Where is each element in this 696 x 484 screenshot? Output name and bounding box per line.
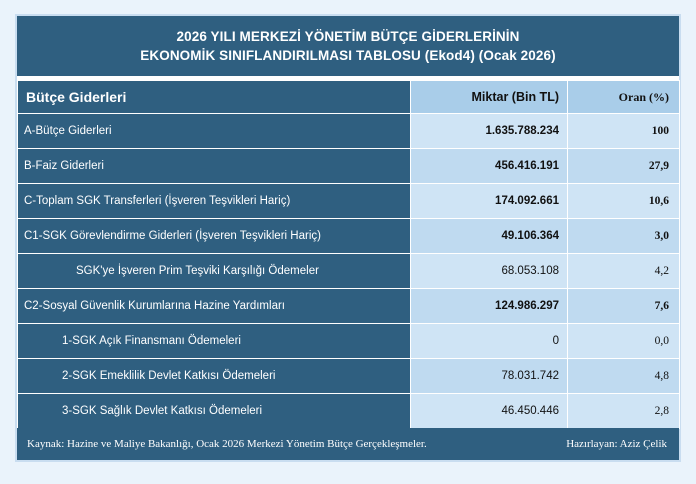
row-amount: 49.106.364: [411, 219, 568, 254]
row-amount: 68.053.108: [411, 254, 568, 289]
table-footer: [17, 428, 679, 460]
row-label: SGK'ye İşveren Prim Teşviki Karşılığı Ödemeler: [18, 254, 411, 289]
row-amount: 1.635.788.234: [411, 114, 568, 149]
row-label: B-Faiz Giderleri: [18, 149, 411, 184]
row-label: 1-SGK Açık Finansmanı Ödemeleri: [18, 324, 411, 359]
table-row: [18, 359, 680, 394]
header-amount: Miktar (Bin TL): [411, 81, 568, 114]
row-ratio: 100: [568, 114, 680, 149]
header-row: [18, 81, 680, 114]
row-ratio: 3,0: [568, 219, 680, 254]
row-ratio: 0,0: [568, 324, 680, 359]
header-ratio: Oran (%): [568, 81, 680, 114]
row-ratio: 27,9: [568, 149, 680, 184]
budget-table: [17, 80, 680, 429]
row-label: 3-SGK Sağlık Devlet Katkısı Ödemeleri: [18, 394, 411, 429]
table-title: [17, 16, 679, 76]
row-label: A-Bütçe Giderleri: [18, 114, 411, 149]
row-amount: 174.092.661: [411, 184, 568, 219]
table-row: [18, 149, 680, 184]
row-ratio: 10,6: [568, 184, 680, 219]
title-line-1: 2026 YILI MERKEZİ YÖNETİM BÜTÇE GİDERLERİNİN: [176, 29, 520, 44]
row-ratio: 4,2: [568, 254, 680, 289]
header-name: Bütçe Giderleri: [18, 81, 411, 114]
source-note: Kaynak: Hazine ve Maliye Bakanlığı, Ocak 2026 Merkezi Yönetim Bütçe Gerçekleşmeler.: [27, 438, 427, 450]
row-label: 2-SGK Emeklilik Devlet Katkısı Ödemeleri: [18, 359, 411, 394]
table-row: [18, 289, 680, 324]
table-row: [18, 219, 680, 254]
row-ratio: 4,8: [568, 359, 680, 394]
row-label: C-Toplam SGK Transferleri (İşveren Teşvikleri Hariç): [18, 184, 411, 219]
table-row: [18, 114, 680, 149]
row-label: C1-SGK Görevlendirme Giderleri (İşveren Teşvikleri Hariç): [18, 219, 411, 254]
title-line-2: EKONOMİK SINIFLANDIRILMASI TABLOSU (Ekod4) (Ocak 2026): [140, 48, 556, 63]
table-row: [18, 324, 680, 359]
row-amount: 46.450.446: [411, 394, 568, 429]
author-credit: Hazırlayan: Aziz Çelik: [566, 438, 667, 450]
row-amount: 78.031.742: [411, 359, 568, 394]
row-ratio: 2,8: [568, 394, 680, 429]
row-amount: 124.986.297: [411, 289, 568, 324]
table-row: [18, 254, 680, 289]
table-row: [18, 184, 680, 219]
row-ratio: 7,6: [568, 289, 680, 324]
row-label: C2-Sosyal Güvenlik Kurumlarına Hazine Yardımları: [18, 289, 411, 324]
row-amount: 456.416.191: [411, 149, 568, 184]
table-row: [18, 394, 680, 429]
row-amount: 0: [411, 324, 568, 359]
